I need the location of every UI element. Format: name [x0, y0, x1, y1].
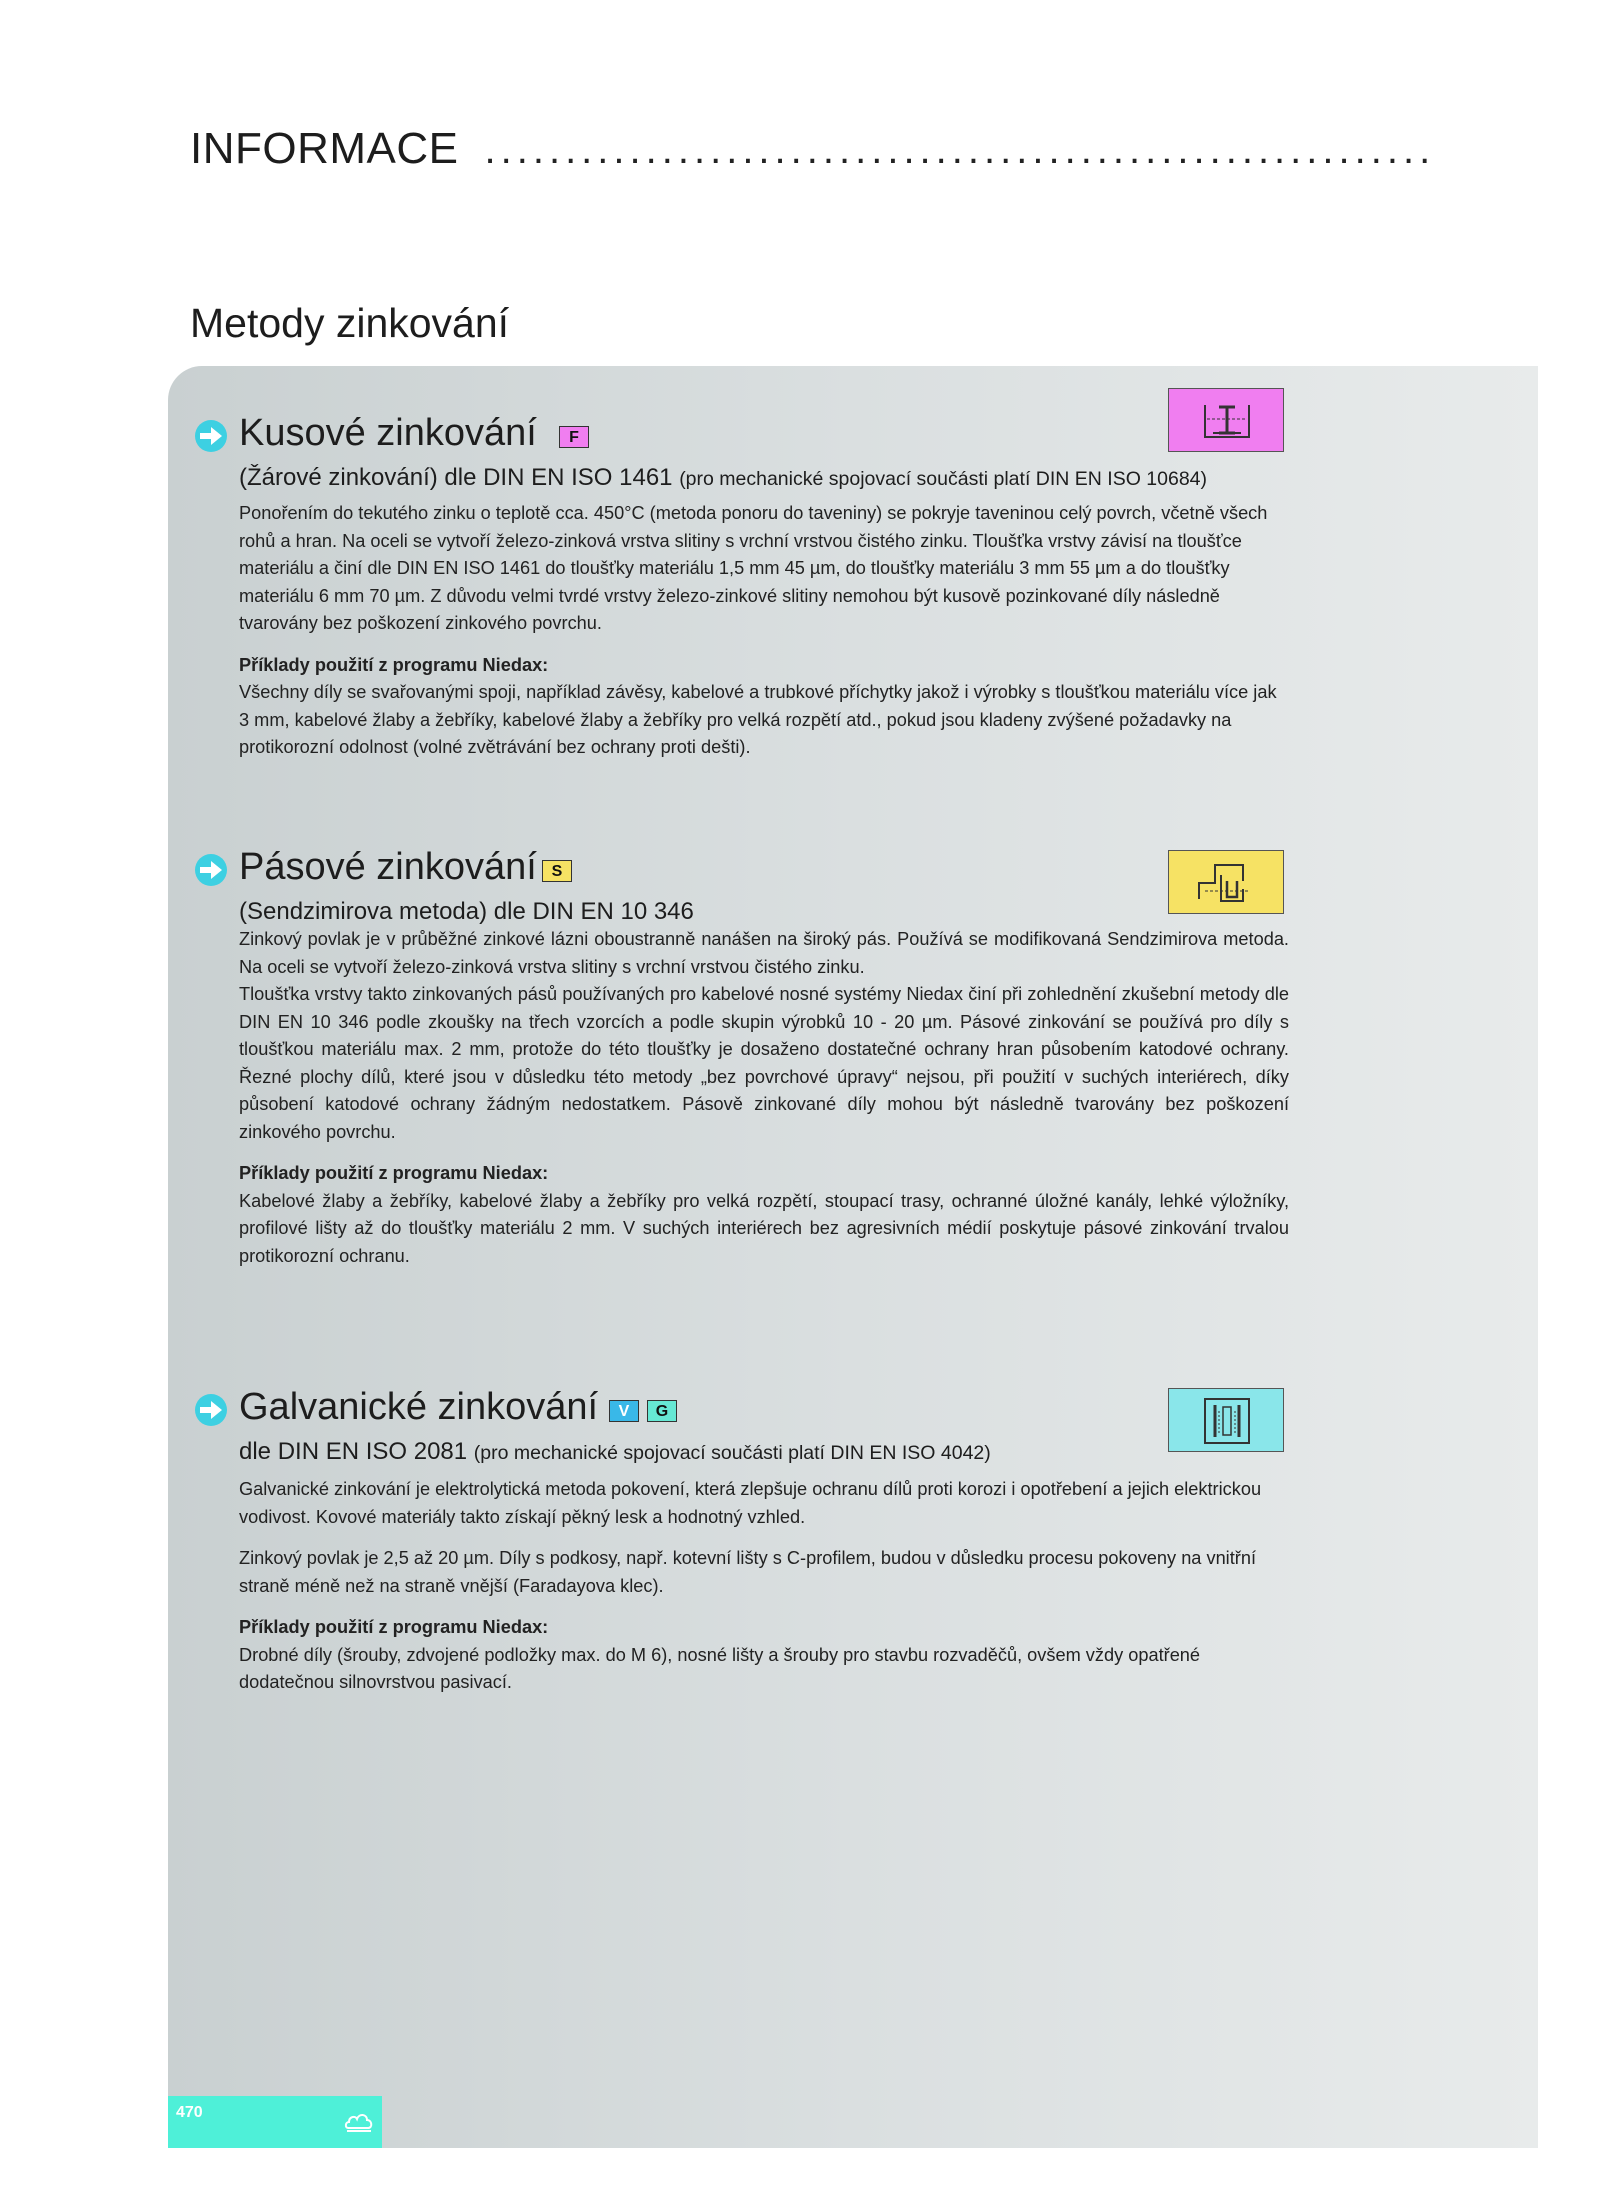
subtitle-note: (pro mechanické spojovací součásti platí DIN EN ISO 10684) [679, 468, 1208, 490]
section-heading [195, 412, 1295, 462]
section-subtitle [239, 1438, 1295, 1466]
section-heading [195, 846, 1295, 896]
page-title: Metody zinkování [190, 300, 510, 346]
examples-text: Drobné díly (šrouby, zdvojené podložky max. do M 6), nosné lišty a šrouby pro stavbu rozvaděčů, ovšem vždy opatřené dodatečnou silnovrstvou pasivací. [239, 1644, 1201, 1692]
section-title: Kusové zinkování [239, 412, 537, 454]
subtitle-main: dle DIN EN ISO 2081 [239, 1438, 468, 1465]
paragraph: Ponořením do tekutého zinku o teplotě cca. 450°C (metoda ponoru do taveniny) se pokryje taveninou celý povrch, včetně všech rohů a hran. Na oceli se vytvoří železo-zinková vrstva slitiny s vrchní vrstvou čistého zinku. Tloušťka vrstvy závisí na tloušťce materiálu a činí dle DIN EN ISO 1461 do tloušťky materiálu 1,5 mm 45 µm, do tloušťky materiálu 3 mm 55 µm a do tloušťky materiálu 6 mm 70 µm. Z důvodu velmi tvrdé vrstvy železo-zinkové slitiny nemohou být kusově pozinkované díly následně tvarovány bez poškození zinkového povrchu. [239, 503, 1268, 633]
examples-text: Všechny díly se svařovanými spoji, například závěsy, kabelové a trubkové příchytky jakož i výrobky s tloušťkou materiálu více jak 3 mm, kabelové žlaby a žebříky, kabelové žlaby a žebříky pro velká rozpětí atd., pokud jsou kladeny zvýšené požadavky na protikorozní odolnost (volné zvětrávání bez ochrany proti dešti). [239, 682, 1277, 757]
page-number: 470 [176, 2104, 203, 2121]
paragraph: Galvanické zinkování je elektrolytická metoda pokovení, která zlepšuje ochranu dílů proti korozi i opotřebení a jejich elektrickou vodivost. Kovové materiály takto získají pěkný lesk a hodnotný vzhled. [239, 1479, 1262, 1527]
section-subtitle [239, 464, 1295, 492]
paragraph: Zinkový povlak je 2,5 až 20 µm. Díly s podkosy, např. kotevní lišty s C-profilem, budou v důsledku procesu pokoveny na vnitřní straně méně než na straně vnější (Faradayova klec). [239, 1548, 1256, 1596]
header-title: INFORMACE [190, 124, 459, 173]
paragraph: Tloušťka vrstvy takto zinkovaných pásů používaných pro kabelové nosné systémy Niedax činí při zohlednění zkušební metody dle DIN EN 10 346 podle zkoušky na třech vzorcích a podle skupin výrobků 10 - 20 µm. Pásové zinkování se používá pro díly s tloušťkou materiálu max. 2 mm, protože do této tloušťky je dosaženo dostatečné ochrany hran působením katodové ochrany. Řezné plochy dílů, které jsou v důsledku této metody „bez povrchové úpravy“ nejsou, při použití v suchých interiérech, díky působení katodové ochrany žádným nedostatkem. Pásově zinkované díly mohou být následně tvarovány bez poškození zinkového povrchu. [239, 984, 1289, 1142]
strip-galvanizing-icon [1168, 850, 1284, 914]
badge-g: G [647, 1400, 677, 1422]
arrow-right-icon [195, 1394, 227, 1426]
section-electro [195, 1386, 1295, 1697]
niedax-cloud-logo-icon [344, 2108, 374, 2139]
subtitle-main: (Sendzimirova metoda) dle DIN EN 10 346 [239, 898, 694, 925]
examples-label: Příklady použití z programu Niedax: [239, 654, 549, 675]
section-body [239, 926, 1289, 1270]
page-header [190, 124, 1538, 184]
arrow-right-icon [195, 420, 227, 452]
footer-tab [168, 2096, 382, 2148]
arrow-right-icon [195, 854, 227, 886]
electro-galvanizing-icon [1168, 1388, 1284, 1452]
section-title: Galvanické zinkování [239, 1386, 599, 1428]
section-body [239, 500, 1289, 762]
examples-text: Kabelové žlaby a žebříky, kabelové žlaby a žebříky pro velká rozpětí, stoupací trasy, ochranné úložné kanály, lehké výložníky, profilové lišty až do tloušťky materiálu 2 mm. V suchých interiérech bez agresivních médií poskytuje pásové zinkování trvalou protikorozní ochranu. [239, 1190, 1289, 1266]
hot-dip-galvanizing-icon [1168, 388, 1284, 452]
section-strip [195, 846, 1295, 1270]
examples-label: Příklady použití z programu Niedax: [239, 1617, 549, 1637]
subtitle-main: (Žárové zinkování) dle DIN EN ISO 1461 [239, 464, 673, 491]
section-subtitle [239, 898, 1295, 926]
subtitle-note: (pro mechanické spojovací součásti platí DIN EN ISO 4042) [473, 1442, 991, 1464]
section-body [239, 1476, 1289, 1697]
section-heading [195, 1386, 1295, 1436]
section-hot-dip [195, 412, 1295, 762]
badge-s: S [542, 860, 572, 882]
section-title: Pásové zinkování [239, 846, 537, 888]
badge-v: V [609, 1400, 639, 1422]
header-dots: ........................................................... [484, 128, 1436, 172]
badge-f: F [559, 426, 589, 448]
examples-label: Příklady použití z programu Niedax: [239, 1163, 549, 1183]
paragraph: Zinkový povlak je v průběžné zinkové lázni oboustranně nanášen na široký pás. Používá se modifikovaná Sendzimirova metoda. Na oceli se vytvoří železo-zinková vrstva slitiny s vrchní vrstvou čistého zinku. [239, 929, 1289, 977]
